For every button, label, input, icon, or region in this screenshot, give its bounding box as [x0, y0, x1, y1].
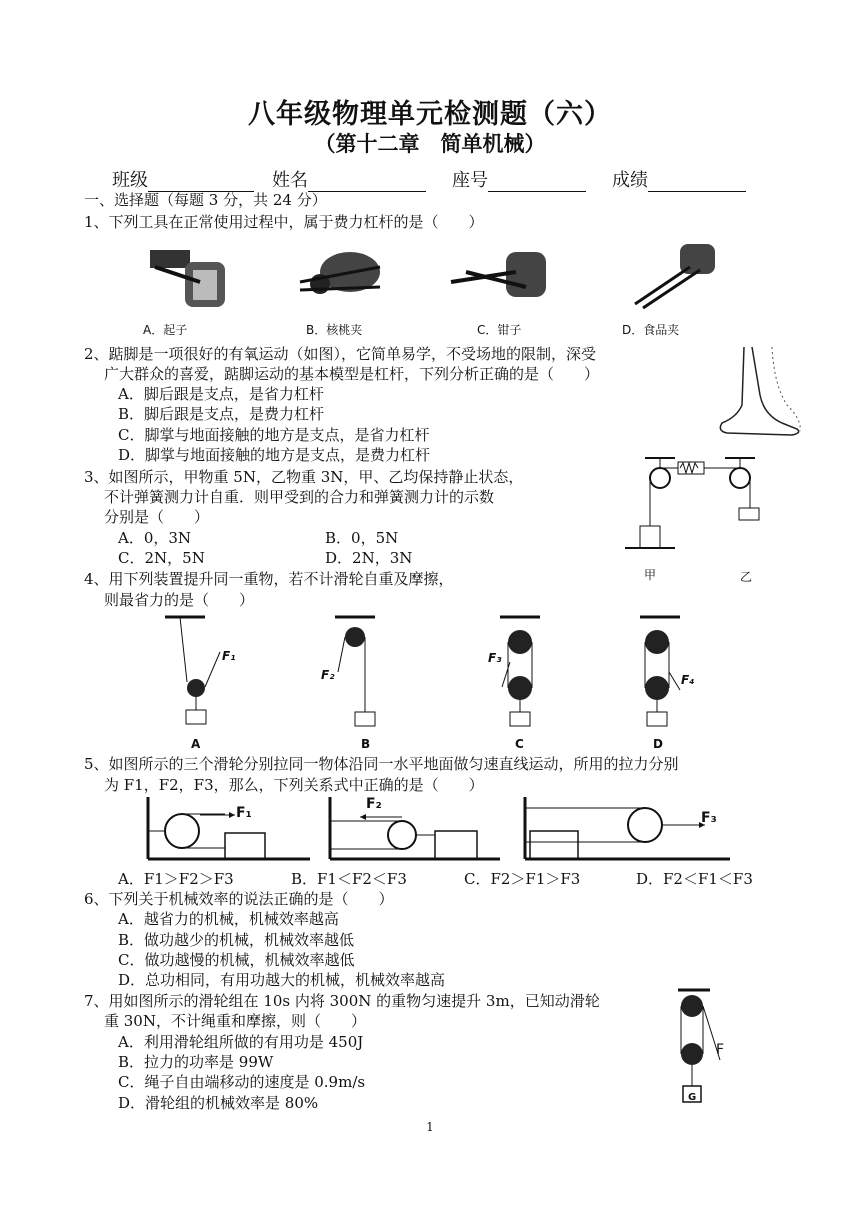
score-field: 成绩: [612, 166, 746, 192]
q3-label-yi: 乙: [740, 570, 753, 584]
q4-letter-c: C: [515, 737, 524, 751]
q5-option-b: B．F1＜F2＜F3: [291, 870, 407, 888]
q3-line2: 不计弹簧测力计自重．则甲受到的合力和弹簧测力计的示数: [104, 488, 495, 506]
q4-figure-d: [640, 617, 680, 726]
q1-figure-d: [625, 242, 720, 317]
q7-option-d: D．滑轮组的机械效率是 80%: [118, 1094, 319, 1112]
q4-figure-b: [335, 617, 375, 726]
q3-line3: 分别是（ ）: [104, 508, 210, 526]
q7-option-b: B．拉力的功率是 99W: [118, 1053, 274, 1071]
q5-option-a: A．F1＞F2＞F3: [118, 870, 234, 888]
q5-line2: 为 F1，F2，F3，那么，下列关系式中正确的是（ ）: [104, 776, 484, 794]
q7-option-c: C．绳子自由端移动的速度是 0.9m/s: [118, 1073, 366, 1091]
q4-line1: 4、用下列装置提升同一重物，若不计滑轮自重及摩擦，: [84, 570, 454, 588]
q1-figure-a: [145, 242, 230, 317]
q4-force-1: F₁: [222, 649, 236, 663]
q5-line1: 5、如图所示的三个滑轮分别拉同一物体沿同一水平地面做匀速直线运动，所用的拉力分别: [84, 755, 679, 773]
q3-label-jia: 甲: [644, 568, 657, 582]
q6-option-d: D．总功相同，有用功越大的机械，机械效率越高: [118, 971, 446, 989]
q3-option-a: A．0，3N: [118, 529, 192, 547]
q2-option-a: A．脚后跟是支点，是省力杠杆: [118, 385, 324, 403]
q7-line1: 7、用如图所示的滑轮组在 10s 内将 300N 的重物匀速提升 3m，已知动滑轮: [84, 992, 600, 1010]
q4-force-3: F₃: [488, 651, 502, 665]
page-title: 八年级物理单元检测题（六）: [248, 99, 612, 130]
q4-letter-d: D: [653, 737, 663, 751]
page-subtitle: （第十二章 简单机械）: [314, 131, 546, 156]
q1-caption-d: D．食品夹: [622, 323, 680, 337]
q1-caption-b: B．核桃夹: [306, 323, 363, 337]
name-field: 姓名: [272, 166, 426, 192]
q6-stem: 6、下列关于机械效率的说法正确的是（ ）: [84, 890, 394, 908]
q4-figure-c: [500, 617, 540, 726]
q5-figures: [140, 795, 730, 865]
q5-figure-1: [148, 797, 310, 859]
page-number: 1: [426, 1120, 434, 1134]
q1-caption-c: C．钳子: [477, 323, 522, 337]
q2-line1: 2、踮脚是一项很好的有氧运动（如图），它简单易学，不受场地的限制，深受: [84, 345, 597, 363]
q5-force-1: F₁: [236, 805, 252, 821]
q1-figure-b: [290, 242, 390, 317]
q2-option-b: B．脚后跟是支点，是费力杠杆: [118, 405, 325, 423]
q5-figure-2: [330, 797, 500, 859]
q6-option-a: A．越省力的机械，机械效率越高: [118, 910, 339, 928]
q6-option-c: C．做功越慢的机械，机械效率越低: [118, 951, 355, 969]
q3-line1: 3、如图所示，甲物重 5N，乙物重 3N，甲、乙均保持静止状态，: [84, 468, 524, 486]
q3-option-c: C．2N，5N: [118, 549, 205, 567]
q6-option-b: B．做功越少的机械，机械效率越低: [118, 931, 355, 949]
q2-line2: 广大群众的喜爱，踮脚运动的基本模型是杠杆，下列分析正确的是（ ）: [104, 365, 600, 383]
q2-foot-figure: [712, 345, 807, 437]
q1-caption-a: A．起子: [143, 323, 188, 337]
q4-letter-b: B: [361, 737, 371, 751]
q2-option-c: C．脚掌与地面接触的地方是支点，是省力杠杆: [118, 426, 430, 444]
q4-letter-a: A: [191, 737, 201, 751]
q7-line2: 重 30N，不计绳重和摩擦，则（ ）: [104, 1012, 366, 1030]
q5-option-c: C．F2＞F1＞F3: [464, 870, 581, 888]
q4-force-4: F₄: [681, 673, 695, 687]
class-field: 班级: [112, 166, 254, 192]
q3-option-d: D．2N，3N: [325, 549, 413, 567]
q1-figure-c: [446, 242, 551, 317]
seat-field: 座号: [452, 166, 586, 192]
q2-option-d: D．脚掌与地面接触的地方是支点，是费力杠杆: [118, 446, 431, 464]
q7-force-label: F: [716, 1042, 725, 1058]
q1-stem: 1、下列工具在正常使用过程中，属于费力杠杆的是（ ）: [84, 213, 484, 231]
q5-force-3: F₃: [701, 810, 717, 826]
q7-weight-label: G: [688, 1092, 697, 1103]
section-heading: 一、选择题（每题 3 分，共 24 分）: [84, 191, 327, 209]
q3-option-b: B．0，5N: [325, 529, 399, 547]
q7-option-a: A．利用滑轮组所做的有用功是 450J: [118, 1033, 364, 1051]
q5-force-2: F₂: [366, 796, 382, 812]
q4-line2: 则最省力的是（ ）: [104, 591, 255, 609]
q3-figure: [620, 448, 770, 568]
q4-figures: [150, 612, 710, 752]
q4-figure-a: [165, 617, 220, 724]
q4-force-2: F₂: [321, 668, 335, 682]
q5-figure-3: [525, 797, 730, 859]
q5-option-d: D．F2＜F1＜F3: [636, 870, 753, 888]
